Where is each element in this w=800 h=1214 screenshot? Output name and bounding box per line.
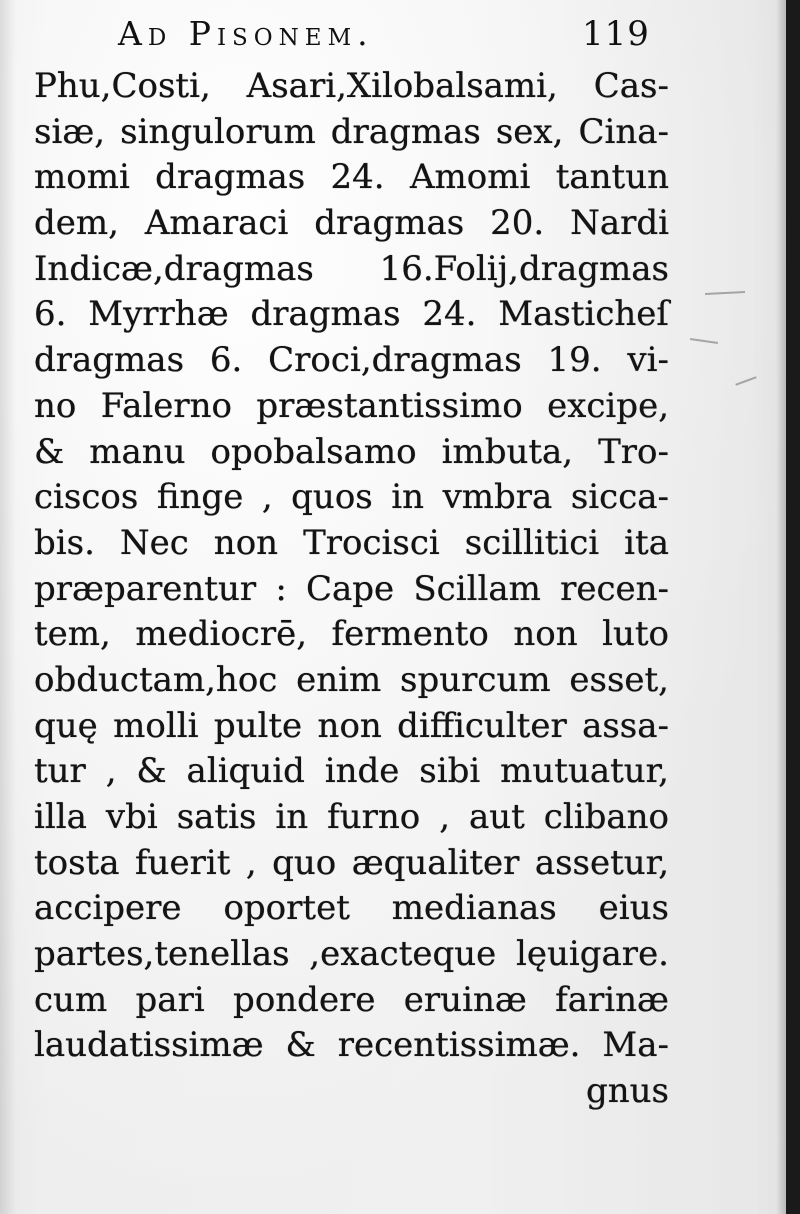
catchword: gnus [585, 1071, 669, 1112]
book-edge [786, 0, 800, 1214]
text-line: 6. Myrrhæ dragmas 24. Masticheſ [34, 294, 669, 335]
text-line: tur , & aliquid inde sibi mutuatur, [34, 751, 669, 792]
text-line: & manu opobalsamo imbuta, Tro- [34, 431, 669, 472]
text-line: siæ, singulorum dragmas sex, Cina- [34, 111, 669, 152]
text-line: no Falerno præstantissimo excipe, [34, 385, 669, 426]
text-line: obductam,hoc enim spurcum esset, [34, 659, 669, 700]
text-line: præparentur : Cape Scillam recen- [34, 568, 669, 609]
text-line: bis. Nec non Trocisci scillitici ita [34, 522, 669, 563]
text-line: illa vbi satis in furno , aut clibano [34, 797, 669, 837]
text-line: cum pari pondere eruinæ farinæ [34, 979, 669, 1020]
text-line: partes,tenellas ,exacteque lęuigare. [34, 934, 669, 975]
running-head [0, 10, 800, 62]
page-edge-shadow [776, 0, 786, 1214]
text-line: Indicæ,dragmas 16.Folij,dragmas [34, 248, 669, 289]
text-line: dem, Amaraci dragmas 20. Nardi [34, 203, 669, 244]
text-line: Phu,Costi, Asari,Xilobalsami, Cas- [34, 66, 669, 106]
text-line: ciscos finge , quos in vmbra sicca- [34, 477, 669, 518]
page-number: 119 [582, 14, 650, 54]
body-text [34, 64, 669, 1115]
text-line: laudatissimæ & recentissimæ. Ma- [34, 1025, 669, 1066]
text-line: quę molli pulte non difficulter assa- [34, 705, 669, 746]
text-line: momi dragmas 24. Amomi tantun [34, 157, 669, 198]
text-line: dragmas 6. Croci,dragmas 19. vi- [34, 340, 669, 381]
page-gutter-shadow [0, 0, 16, 1214]
running-title: Ad Pisonem. [118, 14, 374, 53]
text-line: accipere oportet medianas eius [34, 888, 669, 929]
text-line: tem, mediocrē, fermento non luto [34, 614, 669, 655]
text-line: tosta fuerit , quo æqualiter assetur, [34, 842, 669, 883]
